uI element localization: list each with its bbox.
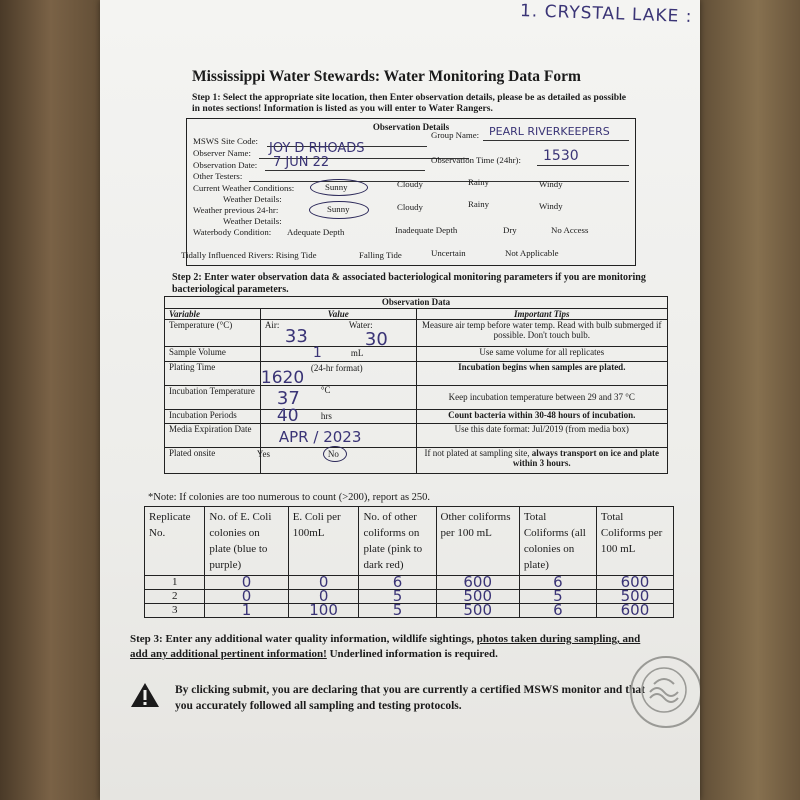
current-weather-details-label: Weather Details: (223, 194, 282, 204)
r3-total-per-100[interactable]: 600 (596, 604, 673, 618)
form-title: Mississippi Water Stewards: Water Monitoring Data Form (192, 68, 581, 85)
plating-time-value[interactable]: 1620 (260, 368, 305, 388)
r3-ecoli-colonies[interactable]: 1 (205, 604, 288, 618)
prev-weather-windy[interactable]: Windy (539, 201, 563, 211)
r3-total-colonies[interactable]: 6 (519, 604, 596, 618)
incubation-periods-tip: Count bacteria within 30-48 hours of incubation. (416, 410, 667, 424)
form-sheet (100, 0, 700, 800)
table-row (145, 590, 674, 604)
temperature-value-cell[interactable] (260, 320, 416, 350)
replicate-2: 2 (145, 590, 205, 604)
incubation-temp-label: Incubation Temperature (165, 386, 261, 410)
plating-time-cell[interactable] (260, 362, 416, 386)
col-ecoli-per-100: E. Coli per 100mL (288, 507, 359, 576)
col-ecoli-colonies: No. of E. Coli colonies on plate (blue to purple) (205, 507, 288, 576)
prev-weather-rainy[interactable]: Rainy (468, 199, 490, 209)
incubation-temp-unit: °C (320, 385, 331, 395)
tidal-falling[interactable]: Falling Tide (359, 250, 402, 260)
tidal-uncertain[interactable]: Uncertain (431, 248, 466, 258)
declaration-text: By clicking submit, you are declaring that you are currently a certified MSWS monitor and that you accurately followed all sampling and testing protocols. (175, 684, 645, 712)
incubation-periods-unit: hrs (320, 411, 332, 421)
r3-other-colonies[interactable]: 5 (359, 604, 436, 618)
current-weather-cloudy[interactable]: Cloudy (397, 179, 423, 189)
wood-surface-left (0, 0, 112, 800)
incubation-temp-value[interactable]: 37 (276, 388, 300, 409)
site-code-label: MSWS Site Code: (193, 136, 259, 146)
group-name-value[interactable]: PEARL RIVERKEEPERS (489, 125, 610, 138)
current-weather-windy[interactable]: Windy (539, 179, 563, 189)
header-value: Value (260, 309, 416, 320)
date-line (265, 170, 425, 171)
col-other-colonies: No. of other coliforms on plate (pink to dark red) (359, 507, 436, 576)
waterbody-inadequate[interactable]: Inadequate Depth (395, 225, 458, 235)
water-temp-value[interactable]: 30 (364, 329, 388, 350)
replicate-3: 3 (145, 604, 205, 618)
media-expiration-label: Media Expiration Date (165, 424, 261, 448)
plated-onsite-cell[interactable] (256, 448, 416, 474)
r3-other-per-100[interactable]: 500 (436, 604, 519, 618)
incubation-temp-tip: Keep incubation temperature between 29 and 37 °C (416, 386, 667, 410)
bacteria-count-table (144, 506, 674, 618)
r2-ecoli-per-100[interactable]: 0 (288, 590, 359, 604)
media-expiration-value[interactable]: APR / 2023 (278, 428, 362, 446)
wood-surface-right (694, 0, 800, 800)
current-weather-sunny[interactable]: Sunny (325, 182, 348, 192)
water-label: Water: (348, 320, 373, 330)
replicate-1: 1 (145, 576, 205, 590)
observation-details-box (181, 118, 636, 266)
step3-instructions (130, 632, 650, 662)
plated-onsite-tip (416, 448, 667, 474)
r2-other-per-100[interactable]: 500 (436, 590, 519, 604)
observer-value[interactable]: JOY D RHOADS (269, 141, 365, 156)
r2-total-colonies[interactable]: 5 (519, 590, 596, 604)
prev-weather-cloudy[interactable]: Cloudy (397, 202, 423, 212)
handwritten-site-note: 1. CRYSTAL LAKE : (519, 0, 693, 28)
waterbody-dry[interactable]: Dry (503, 225, 517, 235)
media-expiration-tip: Use this date format: Jul/2019 (from media box) (416, 424, 667, 448)
temperature-tip: Measure air temp before water temp. Read with bulb submerged if possible. Don't touch bulb. (416, 320, 667, 347)
sample-volume-cell[interactable] (260, 347, 416, 362)
incubation-periods-value[interactable]: 40 (276, 406, 299, 426)
date-value[interactable]: 7 JUN 22 (273, 155, 330, 170)
sample-volume-unit: mL (350, 348, 364, 358)
other-testers-label: Other Testers: (193, 171, 243, 181)
date-label: Observation Date: (193, 160, 258, 170)
r1-total-colonies[interactable]: 6 (519, 576, 596, 590)
plated-onsite-yes[interactable]: Yes (256, 449, 270, 459)
header-variable: Variable (165, 309, 261, 320)
step3-underlined: photos taken during sampling, and add any additional pertinent information! (130, 633, 641, 660)
prev-weather-label: Weather previous 24-hr: (193, 205, 279, 215)
prev-weather-details-label: Weather Details: (223, 216, 282, 226)
time-value[interactable]: 1530 (543, 148, 579, 164)
plated-onsite-tip-bold: always transport on ice and plate within 3 hours. (512, 448, 660, 468)
time-label: Observation Time (24hr): (431, 155, 521, 165)
current-weather-label: Current Weather Conditions: (193, 183, 295, 193)
tidal-not-applicable[interactable]: Not Applicable (505, 248, 559, 258)
r2-total-per-100[interactable]: 500 (596, 590, 673, 604)
warning-icon (130, 682, 160, 713)
plated-onsite-no[interactable]: No (327, 449, 339, 459)
waterbody-label: Waterbody Condition: (193, 227, 272, 237)
r3-ecoli-per-100[interactable]: 100 (288, 604, 359, 618)
media-expiration-cell[interactable] (260, 424, 416, 448)
incubation-periods-cell[interactable] (260, 406, 416, 426)
col-total-per-100: Total Coliforms per 100 mL (596, 507, 673, 576)
waterbody-adequate[interactable]: Adequate Depth (287, 227, 345, 237)
time-line (537, 165, 629, 166)
bacteria-header-row (145, 507, 674, 576)
step2-instructions: Step 2: Enter water observation data & associated bacteriological monitoring parameters if you are monitoring bacteriological parameters. (172, 272, 646, 295)
water-stewards-seal-icon (630, 656, 700, 728)
r1-total-per-100[interactable]: 600 (596, 576, 673, 590)
prev-weather-sunny[interactable]: Sunny (327, 204, 350, 214)
tidal-label: Tidally Influenced Rivers: Rising Tide (181, 250, 317, 260)
table-row (145, 604, 674, 618)
col-replicate: Replicate No. (145, 507, 205, 576)
r2-other-colonies[interactable]: 5 (359, 590, 436, 604)
air-label: Air: (264, 320, 280, 330)
col-other-per-100: Other coliforms per 100 mL (436, 507, 519, 576)
incubation-periods-label: Incubation Periods (165, 410, 261, 424)
step1-instructions: Step 1: Select the appropriate site location, then Enter observation details, please be as detailed as possible in notes sections! Information is listed as you will enter to Water Rangers. (192, 92, 627, 114)
col-total-colonies: Total Coliforms (all colonies on plate) (519, 507, 596, 576)
waterbody-no-access[interactable]: No Access (551, 225, 589, 235)
sample-volume-label: Sample Volume (165, 347, 261, 362)
plating-time-label: Plating Time (165, 362, 261, 386)
observation-details-title: Observation Details (372, 122, 450, 132)
r1-other-per-100[interactable]: 600 (436, 576, 519, 590)
colonies-note: *Note: If colonies are too numerous to count (>200), report as 250. (148, 492, 431, 503)
plating-time-tip: Incubation begins when samples are plated. (416, 362, 667, 386)
observation-data-title: Observation Data (165, 297, 668, 309)
group-name-label: Group Name: (431, 130, 480, 140)
other-testers-field[interactable] (249, 181, 629, 182)
group-name-line (483, 140, 629, 141)
sample-volume-tip: Use same volume for all replicates (416, 347, 667, 362)
plated-onsite-label: Plated onsite (165, 448, 261, 474)
step3-suffix: Underlined information is required. (329, 648, 498, 660)
temperature-label: Temperature (°C) (165, 320, 261, 347)
r2-ecoli-colonies[interactable]: 0 (205, 590, 288, 604)
plating-time-unit: (24-hr format) (310, 363, 363, 373)
r1-ecoli-per-100[interactable]: 0 (288, 576, 359, 590)
r1-other-colonies[interactable]: 6 (359, 576, 436, 590)
table-row (145, 576, 674, 590)
air-temp-value[interactable]: 33 (284, 326, 308, 347)
observer-label: Observer Name: (193, 148, 251, 158)
sample-volume-value[interactable]: 1 (312, 345, 322, 361)
r1-ecoli-colonies[interactable]: 0 (205, 576, 288, 590)
plated-onsite-tip-prefix: If not plated at sampling site, (424, 448, 530, 458)
step3-prefix: Step 3: Enter any additional water quality information, wildlife sightings, (130, 633, 474, 645)
observation-data-table (164, 296, 668, 474)
current-weather-rainy[interactable]: Rainy (468, 177, 490, 187)
header-tips: Important Tips (416, 309, 667, 320)
